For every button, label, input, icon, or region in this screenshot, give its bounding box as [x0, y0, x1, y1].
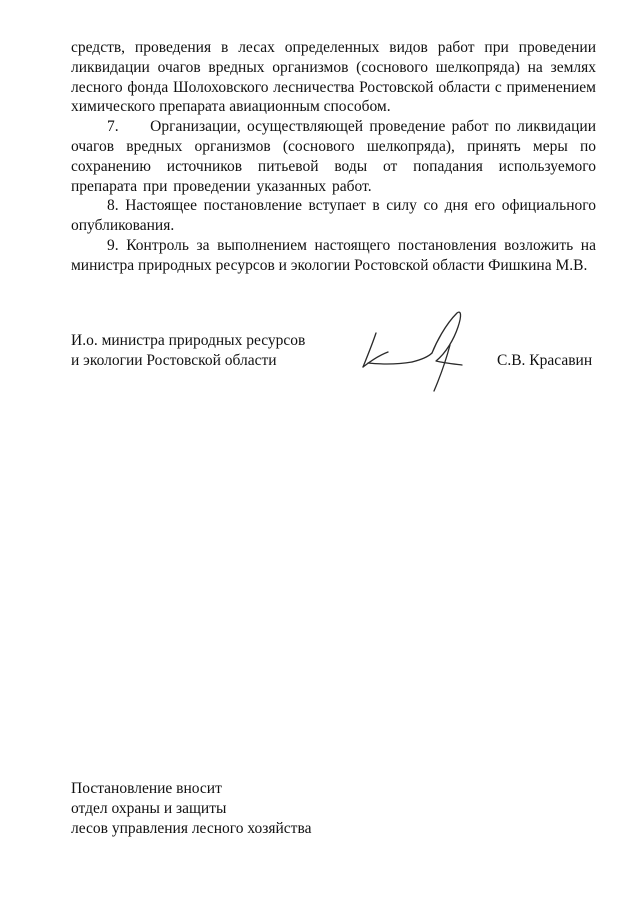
paragraph-item-9: 9. Контроль за выполнением настоящего постановления возложить на министра природных ресурсов и экологии Ростовской области Фишкина М.В. — [71, 236, 596, 274]
signer-position-line1: И.о. министра природных ресурсов — [71, 332, 306, 349]
paragraph-item-7: 7. Организации, осуществляющей проведение работ по ликвидации очагов вредных организмов (соснового шелкопряда), принять меры по сохранению источников питьевой воды от попадания используемого препарата при проведении указанных работ. — [71, 118, 596, 195]
submitting-department — [71, 779, 311, 838]
document-body — [71, 38, 596, 276]
signer-name: С.В. Красавин — [497, 352, 593, 369]
signer-position — [71, 331, 305, 371]
footer-line2: отдел охраны и защиты — [71, 799, 227, 817]
paragraph-continuation: средств, проведения в лесах определенных видов работ при проведении ликвидации очагов вредных организмов (соснового шелкопряда) на землях лесного фонда Шолоховского лесничества Ростовской области с применением химического препарата авиационным способом. — [71, 39, 596, 116]
signer-position-line2: и экологии Ростовской области — [71, 351, 277, 369]
footer-line3: лесов управления лесного хозяйства — [71, 819, 312, 837]
footer-line1: Постановление вносит — [71, 780, 222, 797]
paragraph-item-8: 8. Настоящее постановление вступает в силу со дня его официального опубликования. — [71, 197, 596, 235]
handwritten-signature — [350, 305, 470, 395]
